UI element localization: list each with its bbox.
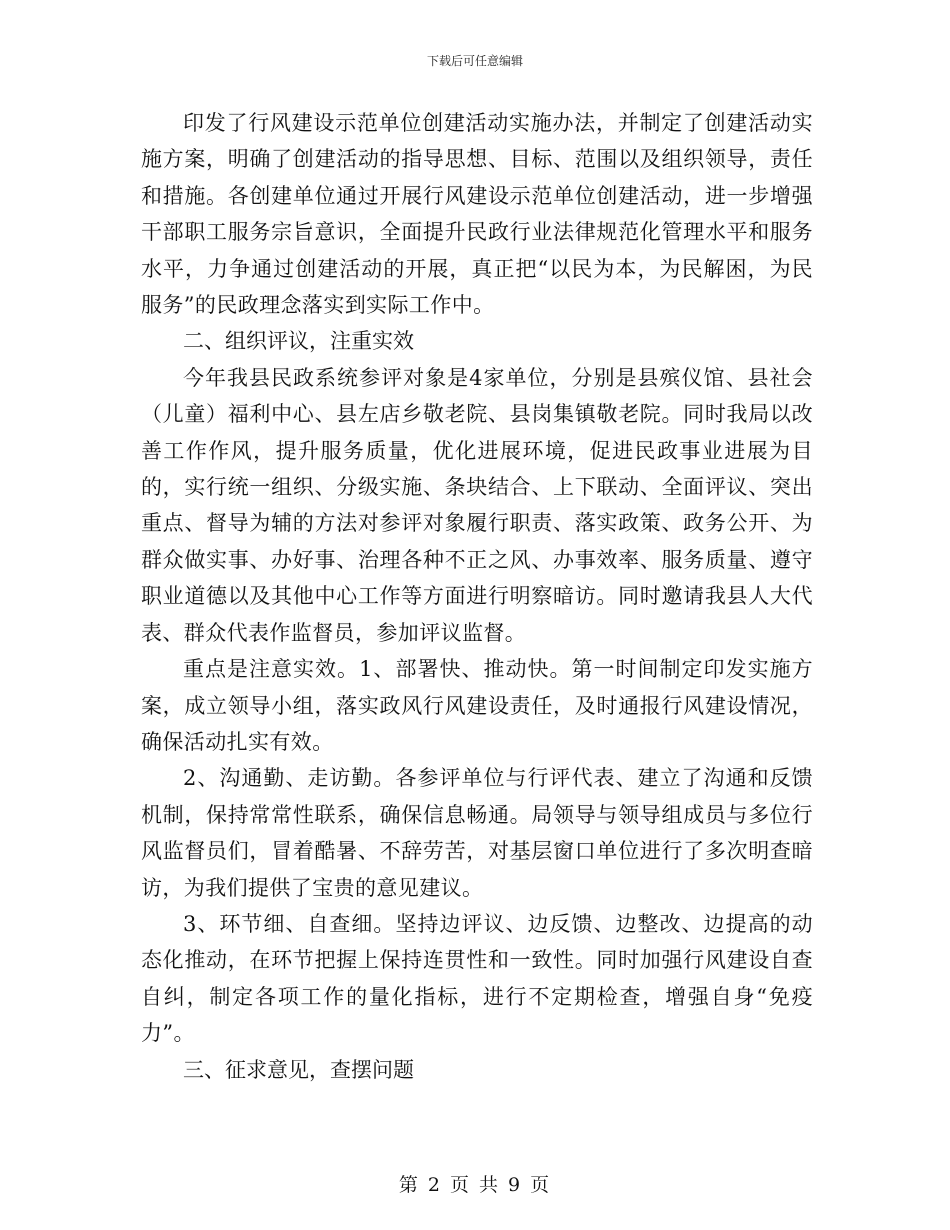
section-heading-2: 二、组织评议，注重实效 <box>183 329 414 354</box>
paragraph-5: 3、环节细、自查细。坚持边评议、边反馈、边整改、边提高的动态化推动，在环节把握上保持连贯性和一致性。同时加强行风建设自查自纠，制定各项工作的量化指标，进行不定期检查，增强自身“免疫力”。 <box>141 911 813 1046</box>
paragraph-1: 印发了行风建设示范单位创建活动实施办法，并制定了创建活动实施方案，明确了创建活动的指导思想、目标、范围以及组织领导，责任和措施。各创建单位通过开展行风建设示范单位创建活动，进一步增强干部职工服务宗旨意识，全面提升民政行业法律规范化管理水平和服务水平，力争通过创建活动的开展，真正把“以民为本，为民解困，为民服务”的民政理念落实到实际工作中。 <box>141 111 813 318</box>
paragraph-2: 今年我县民政系统参评对象是4家单位，分别是县殡仪馆、县社会（儿童）福利中心、县左店乡敬老院、县岗集镇敬老院。同时我局以改善工作作风，提升服务质量，优化进展环境，促进民政事业进展为目的，实行统一组织、分级实施、条块结合、上下联动、全面评议、突出重点、督导为辅的方法对参评对象履行职责、落实政策、政务公开、为群众做实事、办好事、治理各种不正之风、办事效率、服务质量、遵守职业道德以及其他中心工作等方面进行明察暗访。同时邀请我县人大代表、群众代表作监督员，参加评议监督。 <box>141 365 813 645</box>
document-body <box>141 105 813 1088</box>
paragraph-4: 2、沟通勤、走访勤。各参评单位与行评代表、建立了沟通和反馈机制，保持常常性联系，确保信息畅通。局领导与领导组成员与多位行风监督员们，冒着酷暑、不辞劳苦，对基层窗口单位进行了多次明查暗访，为我们提供了宝贵的意见建议。 <box>141 766 813 900</box>
page-header: 下载后可任意编辑 <box>426 54 523 68</box>
page-number: 第 2 页 共 9 页 <box>398 1174 552 1196</box>
section-heading-3: 三、征求意见，查摆问题 <box>183 1057 414 1082</box>
paragraph-3: 重点是注意实效。1、部署快、推动快。第一时间制定印发实施方案，成立领导小组，落实政风行风建设责任，及时通报行风建设情况，确保活动扎实有效。 <box>141 657 813 754</box>
